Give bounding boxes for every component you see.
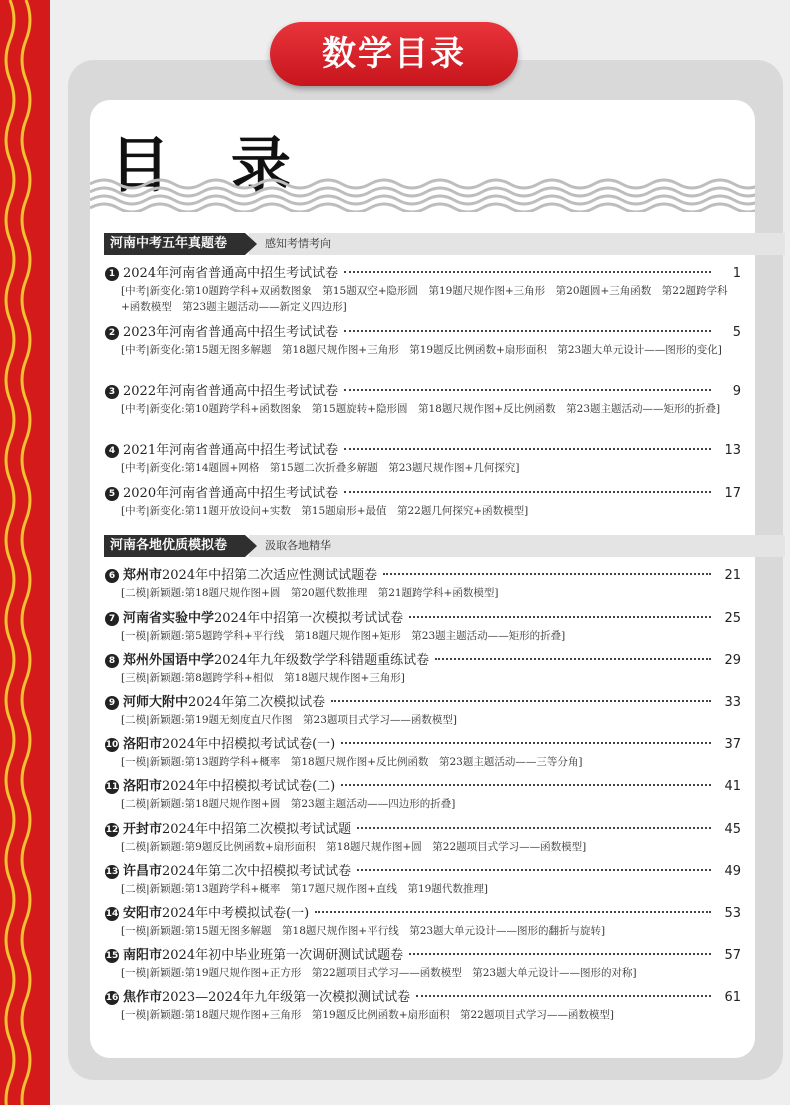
- section-header-real-exams: [104, 233, 785, 255]
- entry-city: 安阳市: [123, 906, 163, 921]
- entry-title: [123, 778, 335, 796]
- entry-number-badge: 6: [105, 569, 119, 583]
- entry-description: [一模|新颖题:第5题跨学科+平行线 第18题尺规作图+矩形 第23题主题活动——矩形的折叠]: [121, 630, 566, 642]
- leader-dots: [357, 869, 711, 871]
- entry-exam-name: 2024年中招第一次模拟考试试卷: [214, 611, 404, 626]
- entry-description: [中考|新变化:第10题跨学科+函数图象 第15题旋转+隐形圆 第18题尺规作图+反比例函数 第23题主题活动——矩形的折叠]: [121, 403, 721, 415]
- leader-dots: [409, 616, 711, 618]
- entry-exam-name: 2022年河南省普通高中招生考试试卷: [123, 384, 339, 399]
- left-decorative-band: [0, 0, 50, 1105]
- entry-number-badge: 14: [105, 909, 119, 919]
- entry-exam-name: 2023年河南省普通高中招生考试试卷: [123, 325, 339, 340]
- leader-dots: [331, 700, 711, 702]
- leader-dots: [315, 911, 711, 913]
- entry-page-number: 21: [724, 568, 741, 583]
- entry-page-number: 5: [732, 325, 741, 340]
- toc-entry[interactable]: [105, 863, 741, 897]
- section-tag: 河南中考五年真题卷: [104, 233, 245, 255]
- entry-city: 河南省实验中学: [123, 611, 215, 626]
- entry-title: [123, 442, 338, 460]
- section-tag: 河南各地优质模拟卷: [104, 535, 245, 557]
- toc-entry[interactable]: [105, 485, 741, 519]
- entry-title: [123, 989, 410, 1007]
- entry-description: [二模|新颖题:第18题尺规作图+圆 第20题代数推理 第21题跨学科+函数模型]: [121, 587, 499, 599]
- entry-number-badge: 7: [105, 612, 119, 626]
- entry-number-badge: 1: [105, 267, 119, 281]
- entry-number-badge: 8: [105, 654, 119, 668]
- entry-exam-name: 2021年河南省普通高中招生考试试卷: [123, 443, 339, 458]
- entry-exam-name: 2024年河南省普通高中招生考试试卷: [123, 266, 339, 281]
- toc-entry[interactable]: [105, 947, 741, 981]
- entry-exam-name: 2024年中招第二次模拟考试试题: [162, 822, 352, 837]
- entry-page-number: 1: [732, 266, 741, 281]
- entry-title: [123, 324, 338, 342]
- entry-description: [一模|新颖题:第18题尺规作图+三角形 第19题反比例函数+扇形面积 第22题项目式学习——函数模型]: [121, 1009, 614, 1021]
- entry-city: 郑州市: [123, 568, 163, 583]
- leader-dots: [344, 448, 711, 450]
- entry-city: 洛阳市: [123, 737, 163, 752]
- entry-page-number: 13: [724, 443, 741, 458]
- entry-description: [中考|新变化:第15题无图多解题 第18题尺规作图+三角形 第19题反比例函数+扇形面积 第23题大单元设计——图形的变化]: [121, 344, 722, 356]
- entry-description: [一模|新颖题:第15题无图多解题 第18题尺规作图+平行线 第23题大单元设计——图形的翻折与旋转]: [121, 925, 606, 937]
- entry-page-number: 41: [724, 779, 741, 794]
- entry-description: [二模|新颖题:第18题尺规作图+圆 第23题主题活动——四边形的折叠]: [121, 798, 456, 810]
- toc-entry[interactable]: [105, 905, 741, 939]
- leader-dots: [435, 658, 711, 660]
- entry-page-number: 33: [724, 695, 741, 710]
- leader-dots: [341, 742, 711, 744]
- entry-exam-name: 2024年第二次模拟试卷: [188, 695, 326, 710]
- toc-entry[interactable]: [105, 383, 741, 417]
- wave-divider: [90, 178, 755, 212]
- entry-exam-name: 2024年第二次中招模拟考试试卷: [162, 864, 352, 879]
- leader-dots: [344, 491, 711, 493]
- toc-entry[interactable]: [105, 778, 741, 812]
- entry-page-number: 49: [724, 864, 741, 879]
- entry-city: 洛阳市: [123, 779, 163, 794]
- toc-entry[interactable]: [105, 694, 741, 728]
- entry-exam-name: 2023—2024年九年级第一次模拟测试试卷: [162, 990, 411, 1005]
- entry-number-badge: 11: [105, 782, 119, 792]
- leader-dots: [341, 784, 711, 786]
- entry-description: [中考|新变化:第10题跨学科+双函数图象 第15题双空+隐形圆 第19题尺规作图+三角形 第20题圆+三角函数 第22题跨学科+函数模型 第23题主题活动——新定义四边形]: [121, 285, 728, 313]
- entry-title: [123, 821, 351, 839]
- entry-description: [二模|新颖题:第19题无刻度直尺作图 第23题项目式学习——函数模型]: [121, 714, 457, 726]
- entry-title: [123, 694, 325, 712]
- entry-title: [123, 863, 351, 881]
- leader-dots: [409, 953, 711, 955]
- entry-number-badge: 13: [105, 867, 119, 877]
- toc-entry[interactable]: [105, 989, 741, 1023]
- entry-number-badge: 3: [105, 385, 119, 399]
- entry-title: [123, 947, 403, 965]
- entry-city: 焦作市: [123, 990, 163, 1005]
- entry-title: [123, 485, 338, 503]
- entry-exam-name: 2024年九年级数学学科错题重练试卷: [214, 653, 430, 668]
- entry-description: [一模|新颖题:第19题尺规作图+正方形 第22题项目式学习——函数模型 第23题大单元设计——图形的对称]: [121, 967, 637, 979]
- entry-page-number: 17: [724, 486, 741, 501]
- entry-number-badge: 5: [105, 487, 119, 501]
- entry-city: 河师大附中: [123, 695, 189, 710]
- leader-dots: [344, 389, 711, 391]
- entry-page-number: 9: [732, 384, 741, 399]
- entry-title: [123, 736, 335, 754]
- leader-dots: [383, 573, 711, 575]
- entry-exam-name: 2020年河南省普通高中招生考试试卷: [123, 486, 339, 501]
- toc-entry[interactable]: [105, 652, 741, 686]
- leader-dots: [357, 827, 711, 829]
- entry-exam-name: 2024年初中毕业班第一次调研测试试题卷: [162, 948, 404, 963]
- entry-title: [123, 652, 429, 670]
- toc-entry[interactable]: [105, 265, 741, 315]
- entry-description: [中考|新变化:第14题圆+网格 第15题二次折叠多解题 第23题尺规作图+几何探究]: [121, 462, 520, 474]
- entry-number-badge: 4: [105, 444, 119, 458]
- entry-description: [二模|新颖题:第9题反比例函数+扇形面积 第18题尺规作图+圆 第22题项目式学习——函数模型]: [121, 841, 587, 853]
- entry-exam-name: 2024年中招第二次适应性测试试题卷: [162, 568, 378, 583]
- page-banner: 数学目录: [270, 22, 518, 86]
- entry-page-number: 57: [724, 948, 741, 963]
- leader-dots: [344, 271, 711, 273]
- entry-page-number: 53: [724, 906, 741, 921]
- leader-dots: [344, 330, 711, 332]
- toc-entry[interactable]: [105, 442, 741, 476]
- entry-number-badge: 16: [105, 993, 119, 1003]
- entry-page-number: 37: [724, 737, 741, 752]
- entry-exam-name: 2024年中招模拟考试试卷(二): [162, 779, 336, 794]
- entry-description: [三模|新颖题:第8题跨学科+相似 第18题尺规作图+三角形]: [121, 672, 405, 684]
- toc-entry[interactable]: [105, 567, 741, 601]
- entry-description: [一模|新颖题:第13题跨学科+概率 第18题尺规作图+反比例函数 第23题主题活动——三等分角]: [121, 756, 583, 768]
- entry-title: [123, 905, 309, 923]
- toc-entry[interactable]: [105, 821, 741, 855]
- toc-entry[interactable]: [105, 324, 741, 358]
- section-subtitle: 汲取各地精华: [249, 535, 785, 557]
- entry-number-badge: 10: [105, 740, 119, 750]
- entry-exam-name: 2024年中考模拟试卷(一): [162, 906, 310, 921]
- entry-number-badge: 15: [105, 951, 119, 961]
- entry-city: 许昌市: [123, 864, 163, 879]
- entry-description: [中考|新变化:第11题开放设问+实数 第15题扇形+最值 第22题几何探究+函数模型]: [121, 505, 529, 517]
- entry-city: 郑州外国语中学: [123, 653, 215, 668]
- entry-city: 开封市: [123, 822, 163, 837]
- entry-city: 南阳市: [123, 948, 163, 963]
- entry-number-badge: 9: [105, 696, 119, 710]
- section-subtitle: 感知考情考向: [249, 233, 785, 255]
- entry-title: [123, 567, 377, 585]
- entry-exam-name: 2024年中招模拟考试试卷(一): [162, 737, 336, 752]
- entry-description: [二模|新颖题:第13题跨学科+概率 第17题尺规作图+直线 第19题代数推理]: [121, 883, 488, 895]
- entry-page-number: 61: [724, 990, 741, 1005]
- toc-entry[interactable]: [105, 610, 741, 644]
- entry-page-number: 45: [724, 822, 741, 837]
- page-title: 目 录: [110, 131, 311, 201]
- entry-page-number: 29: [724, 653, 741, 668]
- entry-title: [123, 265, 338, 283]
- entry-page-number: 25: [724, 611, 741, 626]
- entry-number-badge: 2: [105, 326, 119, 340]
- leader-dots: [416, 995, 711, 997]
- toc-entry[interactable]: [105, 736, 741, 770]
- section-header-mock-exams: [104, 535, 785, 557]
- entry-number-badge: 12: [105, 825, 119, 835]
- entry-title: [123, 383, 338, 401]
- entry-title: [123, 610, 403, 628]
